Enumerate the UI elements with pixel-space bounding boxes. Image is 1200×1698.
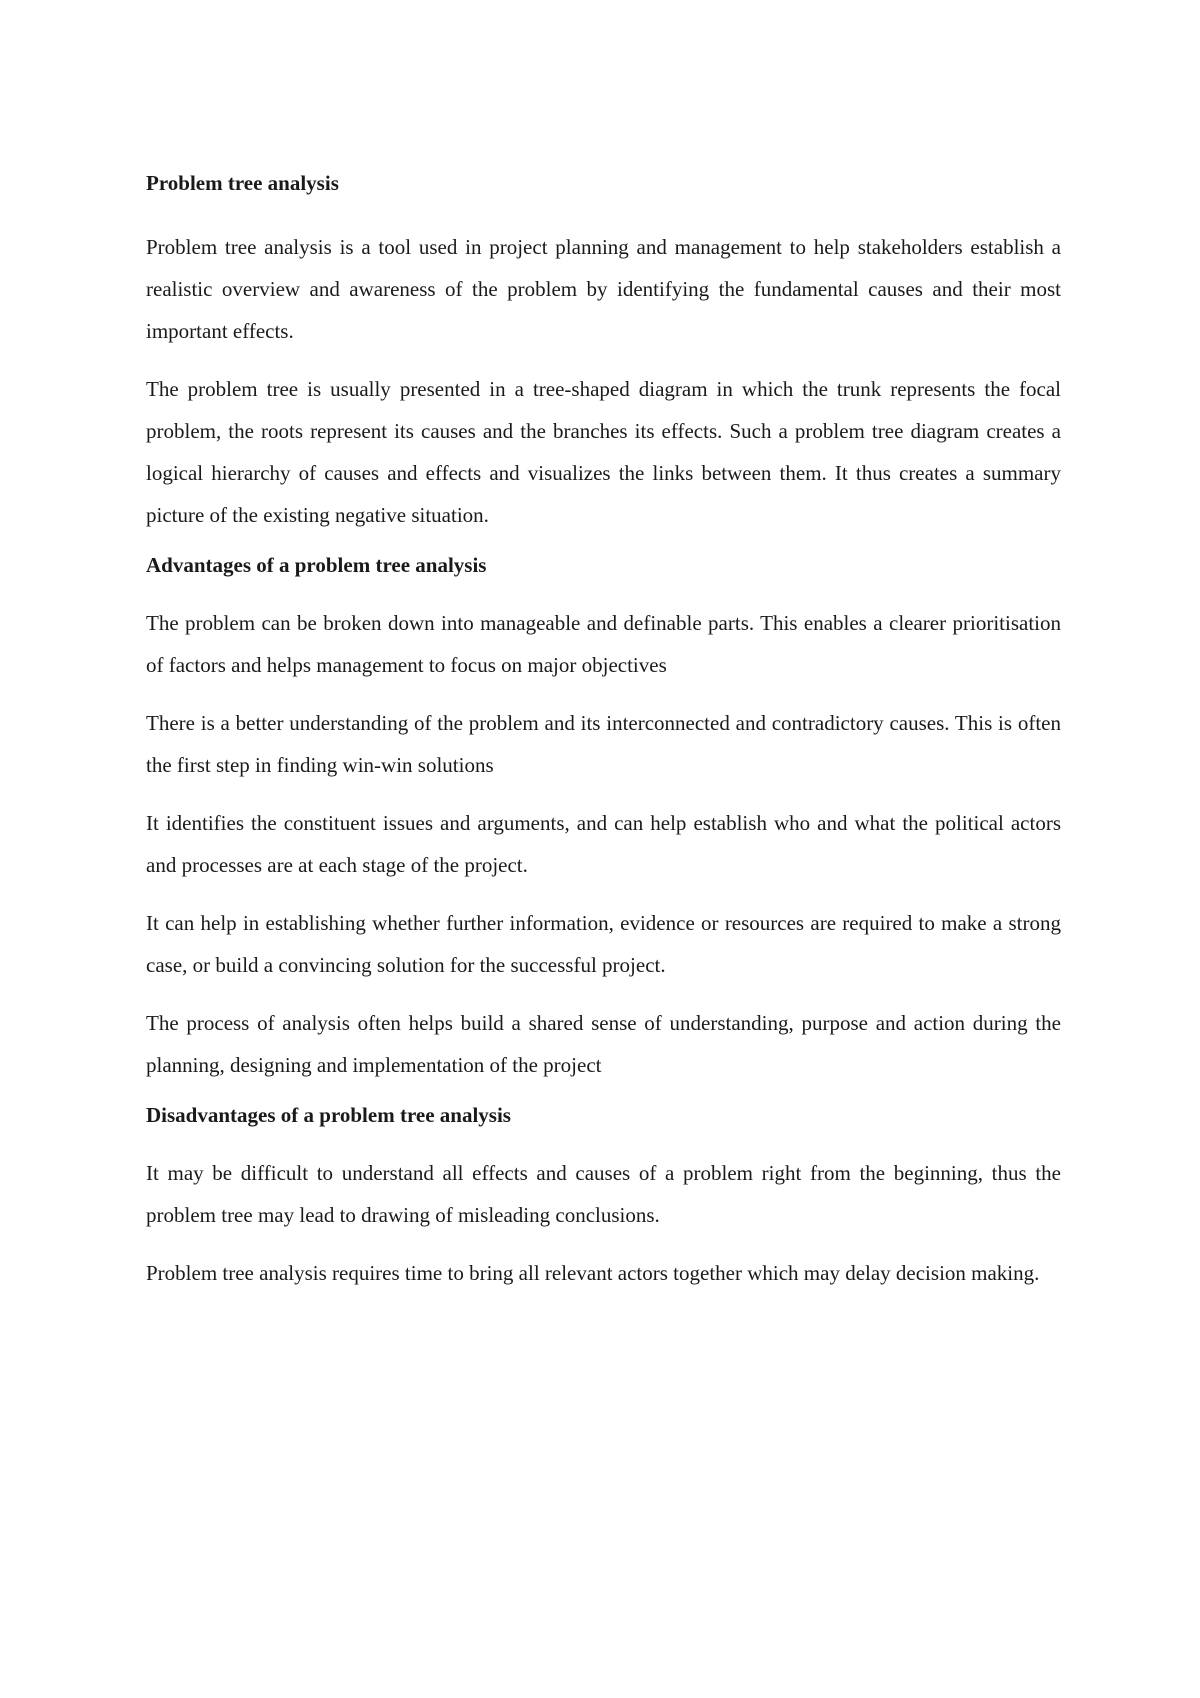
section-heading-advantages: Advantages of a problem tree analysis bbox=[146, 553, 487, 577]
paragraph: Problem tree analysis requires time to bring all relevant actors together which may delay decision making. bbox=[146, 1261, 1040, 1285]
paragraph: It identifies the constituent issues and arguments, and can help establish who and what the political actors and processes are at each stage of the project. bbox=[146, 811, 1061, 877]
paragraph: The process of analysis often helps build a shared sense of understanding, purpose and action during the planning, designing and implementation of the project bbox=[146, 1011, 1061, 1077]
paragraph: It can help in establishing whether further information, evidence or resources are required to make a strong case, or build a convincing solution for the successful project. bbox=[146, 911, 1061, 977]
paragraph: The problem can be broken down into manageable and definable parts. This enables a clearer prioritisation of factors and helps management to focus on major objectives bbox=[146, 611, 1061, 677]
paragraph: There is a better understanding of the problem and its interconnected and contradictory causes. This is often the first step in finding win-win solutions bbox=[146, 711, 1061, 777]
document-page bbox=[146, 168, 1061, 1310]
section-heading-disadvantages: Disadvantages of a problem tree analysis bbox=[146, 1103, 511, 1127]
paragraph: Problem tree analysis is a tool used in project planning and management to help stakeholders establish a realistic overview and awareness of the problem by identifying the fundamental causes and their most important effects. bbox=[146, 235, 1061, 343]
paragraph: The problem tree is usually presented in a tree-shaped diagram in which the trunk represents the focal problem, the roots represent its causes and the branches its effects. Such a problem tree diagram creates a logical hierarchy of causes and effects and visualizes the links between them. It thus creates a summary picture of the existing negative situation. bbox=[146, 377, 1061, 527]
paragraph: It may be difficult to understand all effects and causes of a problem right from the beginning, thus the problem tree may lead to drawing of misleading conclusions. bbox=[146, 1161, 1061, 1227]
section-heading-problem-tree-analysis: Problem tree analysis bbox=[146, 171, 339, 195]
